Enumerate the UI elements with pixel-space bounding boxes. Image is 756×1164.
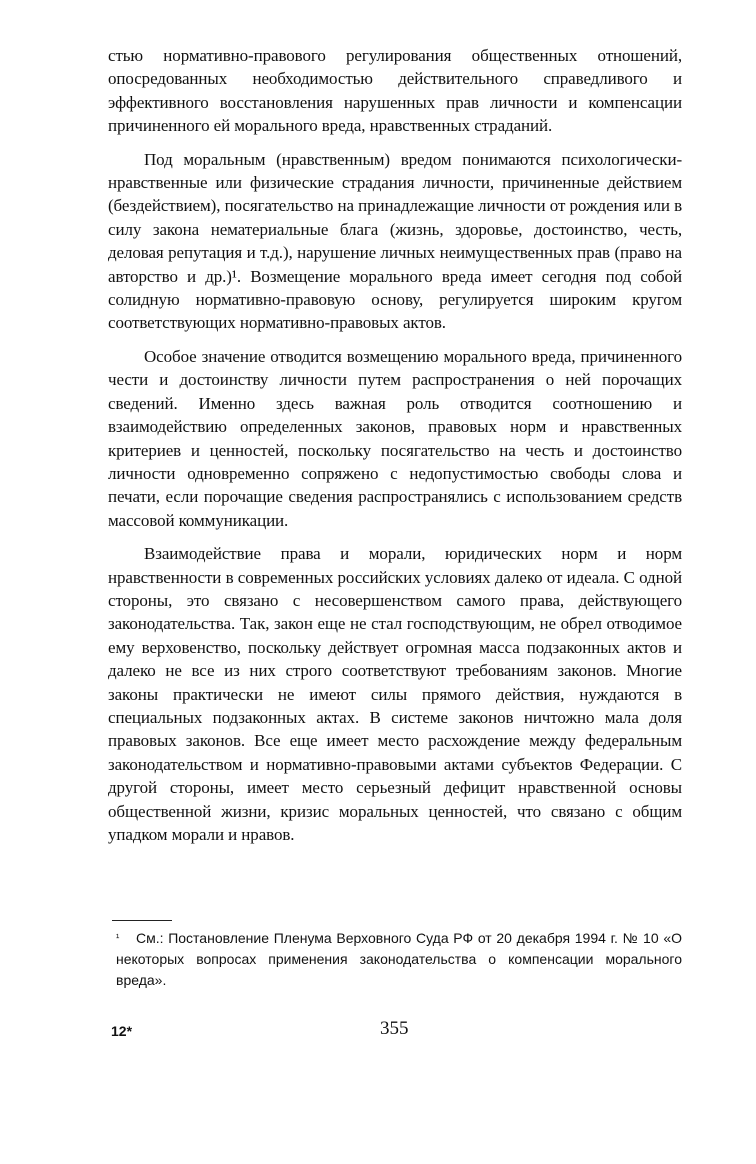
paragraph-1: стью нормативно-правового регулирования общественных отношений, опосредованных необходимостью действительного справедливого и эффективного восстановления нарушенных прав личности и компенсации причиненного ей морального вреда, нравственных страданий. [108, 46, 682, 136]
paragraph-3: Особое значение отводится возмещению морального вреда, причиненного чести и достоинству личности путем распространения о ней порочащих сведений. Именно здесь важная роль отводится соотношению и взаимодействию определенных законов, правовых норм и нравственных критериев и ценностей, поскольку посягательство на честь и достоинство личности одновременно сопряжено с недопустимостью свободы слова и печати, если порочащие сведения распространялись с использованием средств массовой коммуникации. [108, 346, 682, 530]
paragraph-4: Взаимодействие права и морали, юридических норм и норм нравственности в современных российских условиях далеко от идеала. С одной стороны, это связано с несовершенством самого права, действующего законодательства. Так, закон еще не стал господствующим, не обрел отводимое ему верховенство, поскольку действует огромная масса подзаконных актов и далеко не все из них строго соответствуют требованиям законов. Многие законы практически не имеют силы прямого действия, нуждаются в специальных подзаконных актах. В системе законов ничтожно мала доля правовых законов. Все еще имеет место расхождение между федеральным законодательством и нормативно-правовыми актами субъектов Федерации. С другой стороны, имеет место серьезный дефицит нравственной основы общественной жизни, кризис моральных ценностей, что связано с общим упадком морали и нравов. [108, 544, 682, 844]
footnote-divider [112, 920, 172, 921]
main-text [108, 44, 682, 846]
paragraph-2: Под моральным (нравственным) вредом понимаются психологически-нравственные или физические страдания личности, причиненные действием (бездействием), посягательство на принадлежащие личности от рождения или в силу закона нематериальные блага (жизнь, здоровье, достоинство, честь, деловая репутация и т.д.), нарушение личных неимущественных прав (право на авторство и др.)¹. Возмещение морального вреда имеет сегодня под собой солидную нормативно-правовую основу, регулируется широким кругом соответствующих нормативно-правовых актов. [108, 149, 682, 333]
printer-signature-mark: 12* [111, 1023, 133, 1039]
footnote [116, 928, 682, 991]
footnote-mark: ¹ [116, 933, 120, 944]
footnote-text: См.: Постановление Пленума Верховного Суда РФ от 20 декабря 1994 г. № 10 «О некоторых вопросах применения законодательства о компенсации морального вреда». [116, 930, 682, 988]
page-number: 355 [380, 1018, 409, 1039]
